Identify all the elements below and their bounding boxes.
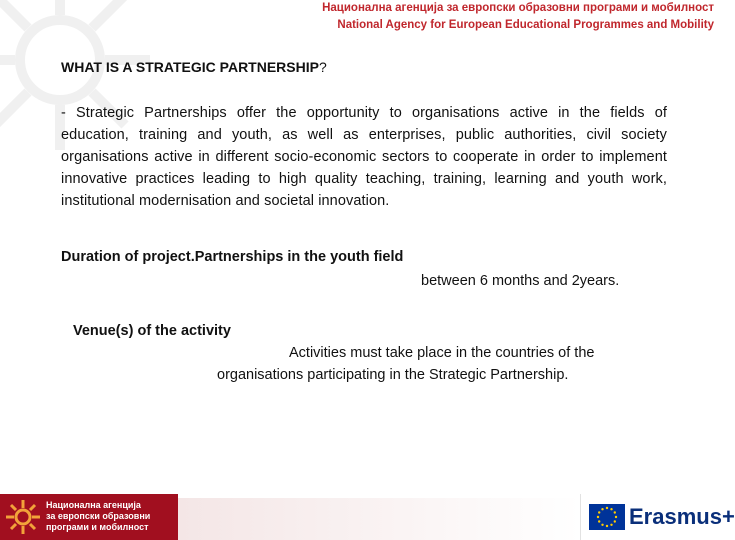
title-question-mark: ? xyxy=(318,59,327,75)
erasmus-logo-footer xyxy=(580,494,735,540)
agency-logo-line-1: Национална агенција xyxy=(46,500,141,510)
agency-logo-footer xyxy=(0,494,178,540)
sun-logo-icon xyxy=(4,498,42,536)
agency-logo-text xyxy=(46,500,150,533)
venue-label: Venue(s) of the activity xyxy=(73,323,231,339)
header-line-en: National Agency for European Educational Programmes and Mobility xyxy=(337,19,714,31)
title-text: WHAT IS A STRATEGIC PARTNERSHIP xyxy=(61,59,319,75)
page-title xyxy=(61,59,327,75)
venue-value-line-2: organisations participating in the Strategic Partnership. xyxy=(217,367,569,383)
erasmus-brand-text: Erasmus+ xyxy=(629,504,735,529)
eu-flag-icon xyxy=(589,504,625,530)
intro-paragraph: - Strategic Partnerships offer the opportunity to organisations active in the fields of education, training and youth, as well as enterprises, public authorities, civil society organisations active in different socio-economic sectors to cooperate in order to implement innovative practices leading to high quality teaching, training, learning and youth work, institutional modernisation and societal innovation. xyxy=(61,105,667,209)
duration-value: between 6 months and 2years. xyxy=(421,273,620,289)
agency-logo-line-3: програми и мобилност xyxy=(46,522,149,532)
agency-header xyxy=(322,0,714,34)
venue-value-line-1: Activities must take place in the countries of the xyxy=(289,345,595,361)
footer-strip xyxy=(178,498,580,540)
agency-logo-line-2: за европски образовни xyxy=(46,511,151,521)
duration-label: Duration of project.Partnerships in the youth field xyxy=(61,249,404,265)
header-line-mk: Национална агенција за европски образовни програми и мобилност xyxy=(322,2,714,14)
